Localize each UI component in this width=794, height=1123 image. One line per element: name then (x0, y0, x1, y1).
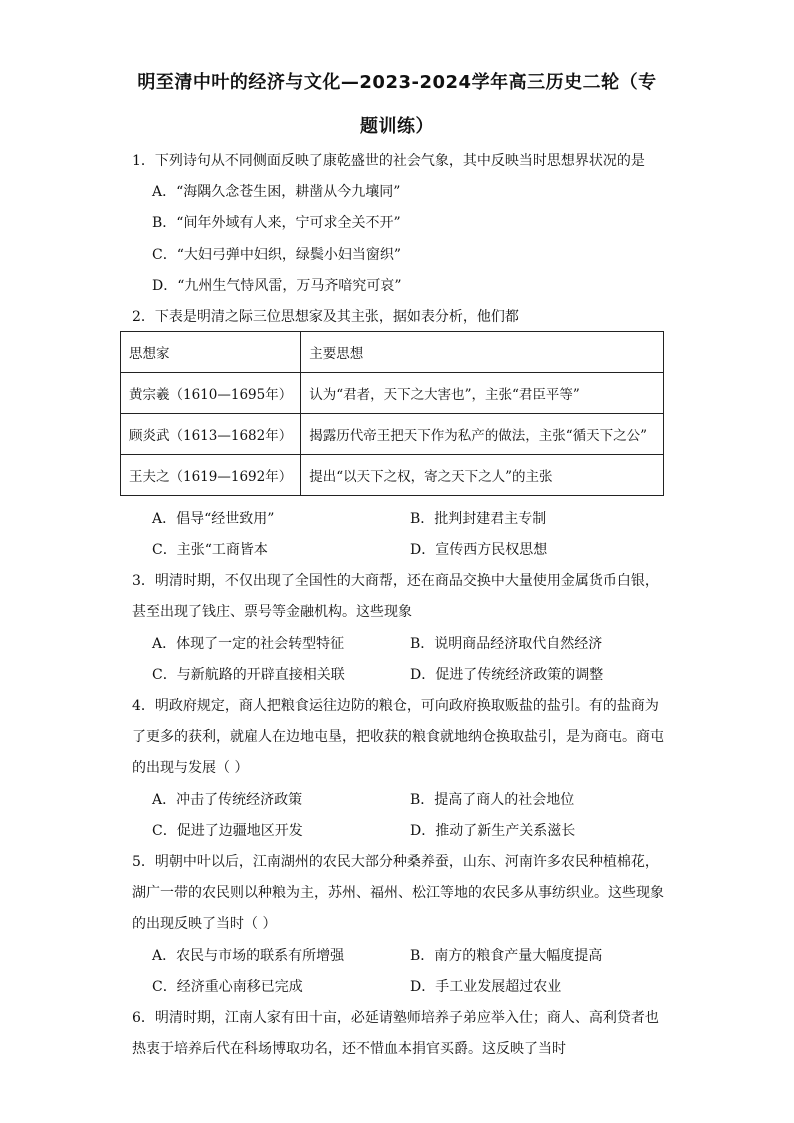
question-2-option-c: C．主张“工商皆本 (152, 542, 268, 558)
question-1-option-b: B．“间年外域有人来，宁可求全关不开” (152, 215, 401, 231)
table-cell: 顾炎武（1613—1682年） (121, 414, 301, 455)
question-4-stem-line-1: 4．明政府规定，商人把粮食运往边防的粮仓，可向政府换取贩盐的盐引。有的盐商为 (132, 698, 659, 714)
question-3-option-d: D．促进了传统经济政策的调整 (410, 667, 604, 683)
table-row (121, 373, 664, 414)
question-6-stem-line-1: 6．明清时期，江南人家有田十亩，必延请塾师培养子弟应举入仕；商人、高利贷者也 (132, 1010, 659, 1026)
question-1-option-d: D．“九州生气恃风雷，万马齐喑究可哀” (152, 278, 402, 294)
table-cell: 黄宗羲（1610—1695年） (121, 373, 301, 414)
question-2-option-d: D．宣传西方民权思想 (410, 542, 548, 558)
question-4-option-c: C．促进了边疆地区开发 (152, 823, 303, 839)
question-3-option-b: B．说明商品经济取代自然经济 (410, 636, 603, 652)
question-5-stem-line-3: 的出现反映了当时（ ） (132, 916, 277, 932)
question-3-stem-line-1: 3．明清时期，不仅出现了全国性的大商帮，还在商品交换中大量使用金属货币白银， (132, 573, 659, 589)
table-cell: 提出“以天下之权，寄之天下之人”的主张 (301, 455, 664, 496)
thinkers-table (120, 331, 664, 496)
question-5-stem-line-2: 湖广一带的农民则以种粮为主，苏州、福州、松江等地的农民多从事纺织业。这些现象 (132, 885, 664, 901)
question-3-option-c: C．与新航路的开辟直接相关联 (152, 667, 345, 683)
question-4-option-b: B．提高了商人的社会地位 (410, 792, 575, 808)
page-title-continued: 题训练） (360, 116, 434, 137)
question-4-option-d: D．推动了新生产关系滋长 (410, 823, 576, 839)
question-4-option-a: A．冲击了传统经济政策 (152, 792, 303, 808)
table-cell: 王夫之（1619—1692年） (121, 455, 301, 496)
question-2-option-b: B．批判封建君主专制 (410, 511, 547, 527)
question-4-stem-line-3: 的出现与发展（ ） (132, 760, 249, 776)
question-4-stem-line-2: 了更多的获利，就雇人在边地屯垦，把收获的粮食就地纳仓换取盐引，是为商屯。商屯 (132, 729, 664, 745)
question-5-option-c: C．经济重心南移已完成 (152, 979, 303, 995)
page-title: 明至清中叶的经济与文化—2023-2024学年高三历史二轮（专 (137, 72, 657, 93)
question-2-option-a: A．倡导“经世致用” (152, 511, 275, 527)
question-1-option-c: C．“大妇弓弹中妇织，绿鬓小妇当窗织” (152, 247, 402, 263)
table-row (121, 455, 664, 496)
table-cell: 揭露历代帝王把天下作为私产的做法，主张“循天下之公” (301, 414, 664, 455)
question-5-option-b: B．南方的粮食产量大幅度提高 (410, 948, 603, 964)
table-cell: 认为“君者，天下之大害也”，主张“君臣平等” (301, 373, 664, 414)
question-3-stem-line-2: 甚至出现了钱庄、票号等金融机构。这些现象 (132, 604, 412, 620)
question-1-stem: 1．下列诗句从不同侧面反映了康乾盛世的社会气象，其中反映当时思想界状况的是 (132, 153, 645, 169)
table-header-row (121, 332, 664, 373)
table-header-cell: 主要思想 (301, 332, 664, 373)
question-1-option-a: A．“海隅久念苍生困，耕凿从今九壤同” (152, 184, 401, 200)
table-row (121, 414, 664, 455)
question-5-stem-line-1: 5．明朝中叶以后，江南湖州的农民大部分种桑养蚕，山东、河南许多农民种植棉花， (132, 854, 659, 870)
question-5-option-a: A．农民与市场的联系有所增强 (152, 948, 345, 964)
question-5-option-d: D．手工业发展超过农业 (410, 979, 562, 995)
question-6-stem-line-2: 热衷于培养后代在科场博取功名，还不惜血本捐官买爵。这反映了当时 (132, 1041, 566, 1057)
table-header-cell: 思想家 (121, 332, 301, 373)
question-3-option-a: A．体现了一定的社会转型特征 (152, 636, 345, 652)
question-2-stem: 2．下表是明清之际三位思想家及其主张，据如表分析，他们都 (132, 309, 519, 325)
